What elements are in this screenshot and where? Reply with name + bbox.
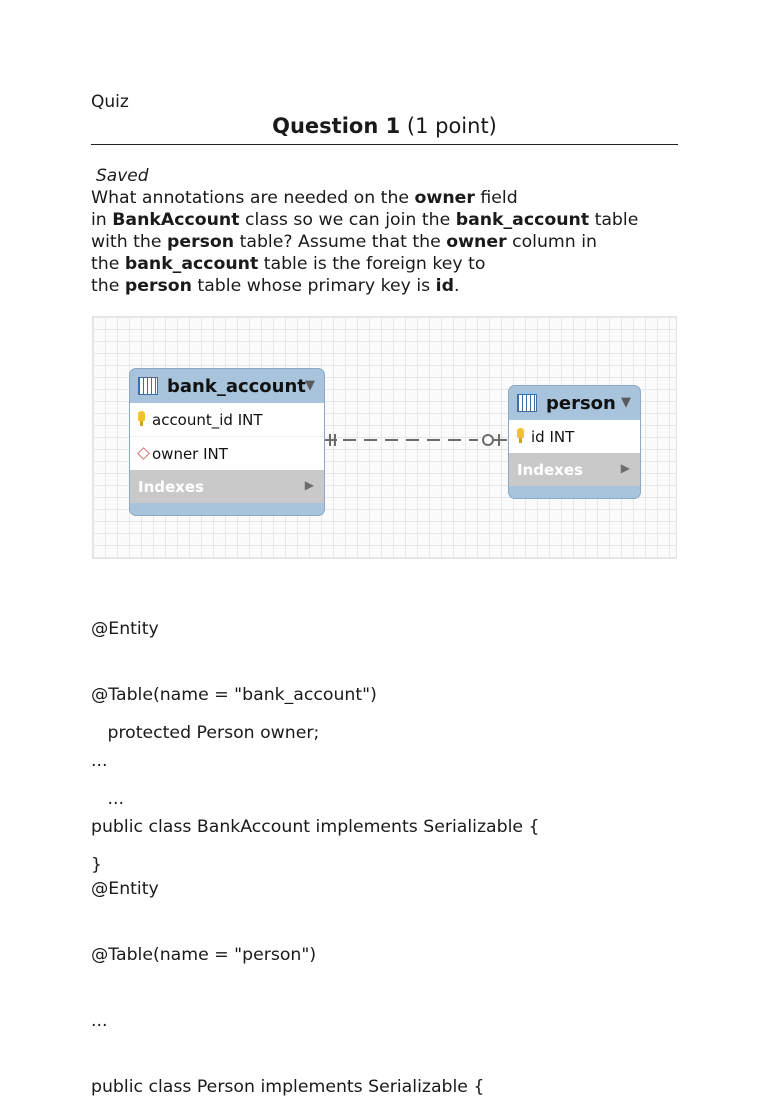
code-line: @Entity [91, 879, 159, 899]
code-line: ... [91, 751, 108, 771]
text-run: table? Assume that the [234, 232, 447, 252]
column-row[interactable] [130, 403, 324, 436]
table-bank-account[interactable] [129, 368, 325, 516]
primary-key-icon [517, 428, 524, 438]
column-label: account_id INT [152, 411, 263, 429]
table-icon [138, 377, 158, 395]
table-columns [509, 420, 640, 453]
text-run: What annotations are needed on the [91, 188, 415, 208]
question-line-4 [91, 253, 691, 275]
text-run: table is the foreign key to [258, 254, 486, 274]
indexes-row[interactable] [509, 453, 640, 486]
table-columns [130, 403, 324, 470]
code-line: ... [91, 789, 124, 809]
saved-status: Saved [96, 166, 149, 186]
question-title [91, 114, 678, 138]
question-text [91, 187, 691, 297]
table-header[interactable] [509, 386, 640, 420]
text-run: in [91, 210, 113, 230]
bold-run: bank_account [124, 254, 259, 274]
text-run: the [91, 276, 125, 296]
code-line: public class BankAccount implements Serializable { [91, 817, 540, 837]
table-name: person [546, 393, 616, 414]
chevron-down-icon[interactable]: ▼ [621, 395, 631, 410]
table-person[interactable] [508, 385, 641, 499]
text-run: table whose primary key is [191, 276, 436, 296]
expand-arrow-icon[interactable]: ▶ [620, 461, 630, 475]
question-line-3 [91, 231, 691, 253]
code-line: public class Person implements Serializable { [91, 1077, 485, 1097]
table-header[interactable] [130, 369, 324, 403]
bold-run: bank_account [455, 210, 590, 230]
code-line: ... [91, 1011, 108, 1031]
question-points: (1 point) [406, 114, 497, 138]
column-label: owner INT [152, 445, 228, 463]
indexes-label: Indexes [138, 478, 204, 496]
question-line-5 [91, 275, 691, 297]
table-footer [509, 486, 640, 498]
text-run: . [453, 276, 460, 296]
er-diagram [92, 316, 677, 559]
bold-run: owner [414, 188, 475, 208]
optional-circle [483, 435, 493, 445]
bold-run: person [124, 276, 192, 296]
text-run: column in [506, 232, 597, 252]
code-line: } [91, 855, 102, 875]
column-label: id INT [531, 428, 575, 446]
primary-key-icon [138, 411, 145, 421]
indexes-row[interactable] [130, 470, 324, 503]
question-line-2 [91, 209, 691, 231]
bold-run: id [435, 276, 454, 296]
expand-arrow-icon[interactable]: ▶ [304, 478, 314, 492]
question-number: Question 1 [272, 114, 401, 138]
foreign-key-icon [137, 447, 150, 460]
bold-run: owner [446, 232, 507, 252]
table-footer [130, 503, 324, 515]
text-run: table [589, 210, 639, 230]
quiz-label: Quiz [91, 92, 129, 112]
code-line: @Table(name = "person") [91, 945, 317, 965]
chevron-down-icon[interactable]: ▼ [305, 378, 315, 393]
table-name: bank_account [167, 376, 306, 397]
text-run: with the [91, 232, 168, 252]
column-row[interactable] [130, 436, 324, 470]
code-line: protected Person owner; [91, 723, 320, 743]
question-line-1 [91, 187, 691, 209]
text-run: class so we can join the [239, 210, 456, 230]
column-row[interactable] [509, 420, 640, 453]
code-block-person [91, 834, 484, 1120]
table-icon [517, 394, 537, 412]
text-run: the [91, 254, 125, 274]
code-line: @Table(name = "bank_account") [91, 685, 377, 705]
indexes-label: Indexes [517, 461, 583, 479]
title-divider [91, 144, 678, 145]
text-run: field [474, 188, 518, 208]
code-line: @Entity [91, 619, 159, 639]
bold-run: BankAccount [112, 210, 240, 230]
bold-run: person [167, 232, 235, 252]
